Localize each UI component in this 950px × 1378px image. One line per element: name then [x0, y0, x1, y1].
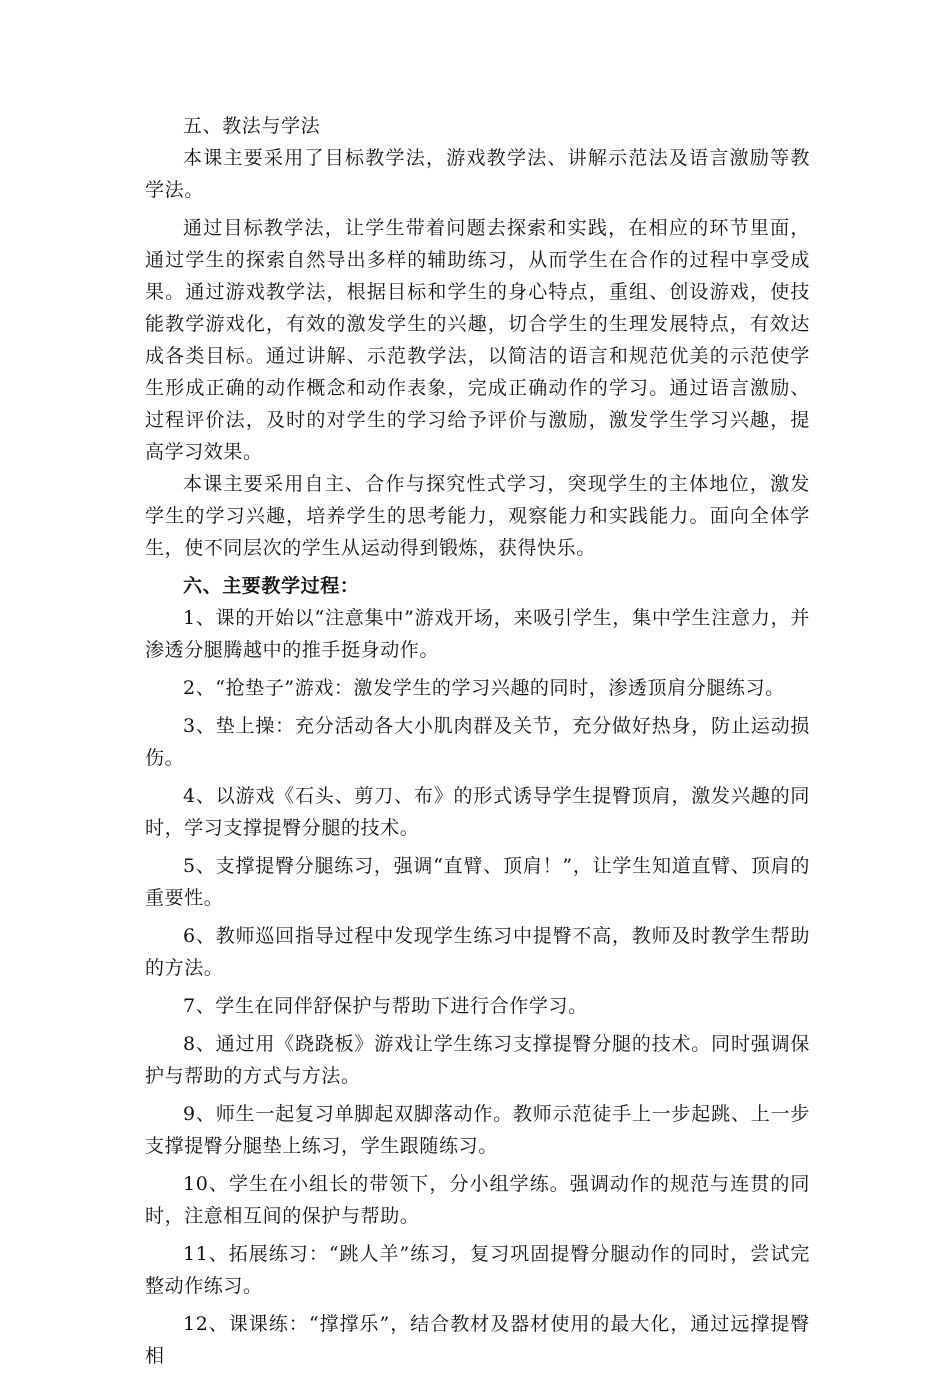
paragraph-learning-methods: 本课主要采用自主、合作与探究性式学习，突现学生的主体地位，激发学生的学习兴趣，培养学生的思考能力，观察能力和实践能力。面向全体学生，使不同层次的学生从运动得到锻炼，获得快乐。: [145, 473, 810, 559]
process-step-10: 10、学生在小组长的带领下，分小组学练。强调动作的规范与连贯的同时，注意相互间的保护与帮助。: [145, 1173, 810, 1227]
process-step-2: 2、“抢垫子”游戏：激发学生的学习兴趣的同时，渗透顶肩分腿练习。: [183, 677, 785, 699]
paragraph-methods-detail: 通过目标教学法，让学生带着问题去探索和实践，在相应的环节里面，通过学生的探索自然导出多样的辅助练习，从而学生在合作的过程中享受成果。通过游戏教学法，根据目标和学生的身心特点，重组、创设游戏，使技能教学游戏化，有效的激发学生的兴趣，切合学生的生理发展特点，有效达成各类目标。通过讲解、示范教学法，以简洁的语言和规范优美的示范使学生形成正确的动作概念和动作表象，完成正确动作的学习。通过语言激励、过程评价法，及时的对学生的学习给予评价与激励，激发学生学习兴趣，提高学习效果。: [145, 217, 810, 463]
section-heading-teaching-methods: 五、教法与学法: [183, 115, 321, 137]
section-heading-teaching-process: 六、主要教学过程：: [183, 575, 360, 597]
process-step-8: 8、通过用《跷跷板》游戏让学生练习支撑提臀分腿的技术。同时强调保护与帮助的方式与方法。: [145, 1033, 810, 1087]
process-step-6: 6、教师巡回指导过程中发现学生练习中提臀不高，教师及时教学生帮助的方法。: [145, 925, 810, 979]
process-step-3: 3、垫上操：充分活动各大小肌肉群及关节，充分做好热身，防止运动损伤。: [145, 715, 810, 769]
process-step-11: 11、拓展练习：“跳人羊”练习，复习巩固提臀分腿动作的同时，尝试完整动作练习。: [145, 1243, 810, 1297]
process-step-4: 4、以游戏《石头、剪刀、布》的形式诱导学生提臀顶肩，激发兴趣的同时，学习支撑提臀分腿的技术。: [145, 785, 810, 839]
process-step-5: 5、支撑提臀分腿练习，强调“直臂、顶肩！”，让学生知道直臂、顶肩的重要性。: [145, 855, 810, 909]
process-step-12: 12、课课练：“撑撑乐”，结合教材及器材使用的最大化，通过远撑提臀相: [145, 1313, 810, 1367]
paragraph-methods-overview: 本课主要采用了目标教学法，游戏教学法、讲解示范法及语言激励等教学法。: [145, 147, 810, 201]
process-step-1: 1、课的开始以“注意集中”游戏开场，来吸引学生，集中学生注意力，并渗透分腿腾越中的推手挺身动作。: [145, 607, 810, 661]
process-step-7: 7、学生在同伴舒保护与帮助下进行合作学习。: [183, 995, 588, 1017]
document-body: [145, 110, 810, 1378]
process-step-9: 9、师生一起复习单脚起双脚落动作。教师示范徒手上一步起跳、上一步支撑提臀分腿垫上练习，学生跟随练习。: [145, 1103, 810, 1157]
